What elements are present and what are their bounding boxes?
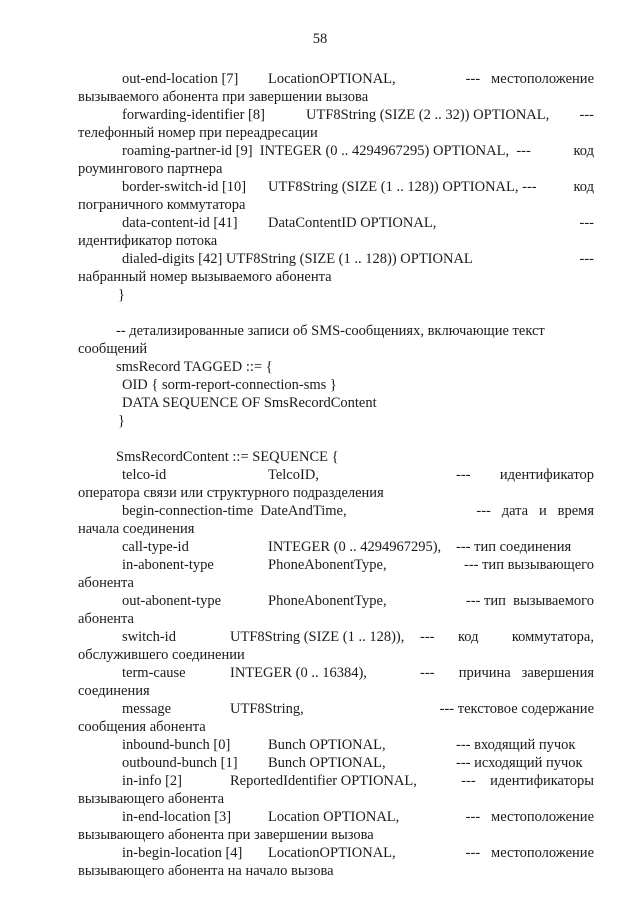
- comment-continuation: вызывающего абонента: [78, 791, 225, 807]
- field-name: term-cause: [122, 665, 186, 681]
- field-comment: --- исходящий пучок: [456, 755, 583, 771]
- field-line: dialed-digits [42] UTF8String (SIZE (1 .. 128)) OPTIONAL: [122, 251, 473, 267]
- definition-line: DATA SEQUENCE OF SmsRecordContent: [122, 395, 377, 411]
- field-comment: ---: [456, 467, 471, 483]
- comment-continuation: абонента: [78, 575, 134, 591]
- field-name: in-begin-location [4]: [122, 845, 243, 861]
- comment-line: -- детализированные записи об SMS-сообщениях, включающие текст: [116, 323, 545, 339]
- field-name: telco-id: [122, 467, 167, 483]
- comment-continuation: вызываемого абонента при завершении вызова: [78, 89, 369, 105]
- field-type: Bunch OPTIONAL,: [268, 755, 386, 771]
- comment-continuation: абонента: [78, 611, 134, 627]
- field-type: LocationOPTIONAL,: [268, 71, 396, 87]
- closing-brace: }: [118, 413, 125, 429]
- field-line: begin-connection-time DateAndTime,: [122, 503, 347, 519]
- field-line: roaming-partner-id [9] INTEGER (0 .. 4294967295) OPTIONAL, ---: [122, 143, 531, 159]
- field-name: border-switch-id [10]: [122, 179, 247, 195]
- definition-line: SmsRecordContent ::= SEQUENCE {: [116, 449, 339, 465]
- field-type: PhoneAbonentType,: [268, 593, 387, 609]
- field-comment: --- идентификаторы: [461, 773, 594, 789]
- comment-continuation: обслужившего соединении: [78, 647, 245, 663]
- field-comment: коммутатора,: [511, 629, 594, 645]
- comment-continuation: вызывающего абонента на начало вызова: [78, 863, 334, 879]
- field-comment: --- тип соединения: [456, 539, 572, 555]
- field-type: Bunch OPTIONAL,: [268, 737, 386, 753]
- field-name: message: [122, 701, 172, 717]
- comment-continuation: оператора связи или структурного подразделения: [78, 485, 384, 501]
- field-comment: --- входящий пучок: [456, 737, 576, 753]
- field-name: in-info [2]: [122, 773, 182, 789]
- field-comment: --- дата и время: [476, 503, 594, 519]
- field-comment: идентификатор: [499, 467, 594, 483]
- comment-continuation: соединения: [78, 683, 150, 699]
- comment-continuation: телефонный номер при переадресации: [78, 125, 318, 141]
- definition-line: smsRecord TAGGED ::= {: [116, 359, 273, 375]
- field-comment: ---: [420, 665, 435, 681]
- field-comment: --- местоположение: [465, 809, 594, 825]
- field-name: inbound-bunch [0]: [122, 737, 231, 753]
- closing-brace: }: [118, 287, 125, 303]
- field-comment: --- местоположение: [465, 71, 594, 87]
- field-name: data-content-id [41]: [122, 215, 238, 231]
- field-type: UTF8String (SIZE (1 .. 128)),: [230, 629, 405, 645]
- comment-continuation: начала соединения: [78, 521, 195, 537]
- field-type: INTEGER (0 .. 4294967295),: [268, 539, 442, 555]
- comment-continuation: пограничного коммутатора: [78, 197, 246, 213]
- field-name: outbound-bunch [1]: [122, 755, 238, 771]
- field-comment: код: [573, 179, 594, 195]
- field-comment: ---: [579, 215, 594, 231]
- field-type: ReportedIdentifier OPTIONAL,: [230, 773, 417, 789]
- field-comment: ---: [420, 629, 435, 645]
- field-comment: ---: [579, 107, 594, 123]
- definition-line: OID { sorm-report-connection-sms }: [122, 377, 337, 393]
- field-name: out-abonent-type: [122, 593, 222, 609]
- comment-continuation: роумингового партнера: [78, 161, 223, 177]
- field-name: call-type-id: [122, 539, 189, 555]
- field-comment: код: [573, 143, 594, 159]
- page-number: 58: [312, 31, 328, 47]
- field-name: in-abonent-type: [122, 557, 214, 573]
- field-comment: причина завершения: [458, 665, 594, 681]
- field-type: INTEGER (0 .. 16384),: [230, 665, 367, 681]
- field-comment: --- местоположение: [465, 845, 594, 861]
- comment-continuation: вызывающего абонента при завершении вызова: [78, 827, 374, 843]
- field-type: LocationOPTIONAL,: [268, 845, 396, 861]
- field-name: in-end-location [3]: [122, 809, 232, 825]
- field-comment: --- текстовое содержание: [439, 701, 594, 717]
- field-comment: ---: [579, 251, 594, 267]
- field-type: TelcoID,: [268, 467, 319, 483]
- field-comment: --- тип вызывающего: [463, 557, 594, 573]
- field-type: UTF8String,: [230, 701, 304, 717]
- field-type: UTF8String (SIZE (1 .. 128)) OPTIONAL, ---: [268, 179, 537, 195]
- field-name: out-end-location [7]: [122, 71, 239, 87]
- comment-continuation: сообщений: [78, 341, 148, 357]
- comment-continuation: набранный номер вызываемого абонента: [78, 269, 332, 285]
- field-comment: код: [458, 629, 479, 645]
- field-type: PhoneAbonentType,: [268, 557, 387, 573]
- field-type: Location OPTIONAL,: [268, 809, 400, 825]
- field-type: UTF8String (SIZE (2 .. 32)) OPTIONAL,: [306, 107, 550, 123]
- field-name: switch-id: [122, 629, 176, 645]
- field-type: DataContentID OPTIONAL,: [268, 215, 437, 231]
- field-comment: --- тип вызываемого: [465, 593, 594, 609]
- comment-continuation: идентификатор потока: [78, 233, 218, 249]
- comment-continuation: сообщения абонента: [78, 719, 206, 735]
- field-name: forwarding-identifier [8]: [122, 107, 265, 123]
